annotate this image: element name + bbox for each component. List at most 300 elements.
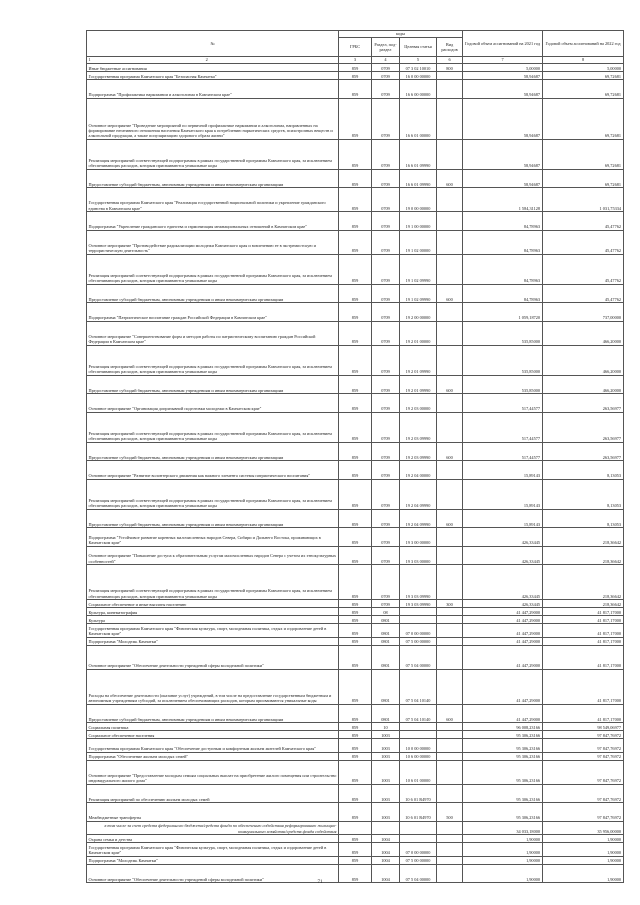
row-section: 10 bbox=[372, 723, 400, 731]
row-vol-2021: 41 447,29000 bbox=[463, 616, 543, 624]
row-vol-2022: 466,20000 bbox=[543, 345, 624, 375]
row-grbs: 859 bbox=[339, 412, 372, 442]
row-name: Подпрограмма "Устойчивое развитие коренных малочисленных народов Севера, Сибири и Дальнего Востока, проживающих в Камчатском крае" bbox=[87, 528, 339, 547]
row-section: 0709 bbox=[372, 442, 400, 461]
row-vol-2021: 426,33445 bbox=[463, 546, 543, 565]
table-row bbox=[87, 394, 624, 413]
table-row bbox=[87, 723, 624, 731]
header-grbs: ГРБС bbox=[339, 38, 372, 57]
row-name: в том числе за счет средств федерального бюджета/средств фонда по обеспечению содействия реформированию жилищно-коммунального хозяйства/средств фонда содействия bbox=[87, 821, 339, 835]
table-row bbox=[87, 752, 624, 760]
row-name: Основное мероприятие "Совершенствование форм и методов работы по патриотическому воспитанию граждан Российской Федерации в Камчатском крае" bbox=[87, 321, 339, 345]
table-row bbox=[87, 321, 624, 345]
row-expense-type bbox=[437, 843, 463, 857]
row-target: 19 2 03 09990 bbox=[400, 412, 437, 442]
column-number: 1 bbox=[88, 57, 91, 63]
row-expense-type: 600 bbox=[437, 169, 463, 188]
table-body bbox=[87, 64, 624, 883]
row-grbs: 859 bbox=[339, 321, 372, 345]
row-vol-2021: 41 447,29000 bbox=[463, 637, 543, 645]
table-row bbox=[87, 72, 624, 80]
row-name: Реализация мероприятий соответствующей подпрограммы в рамках государственной программы Камчатского края, за исключением обеспечивающих расходов, которым присваиваются уникальные коды bbox=[87, 565, 339, 600]
row-grbs: 859 bbox=[339, 637, 372, 645]
row-section: 0709 bbox=[372, 254, 400, 284]
table-row bbox=[87, 80, 624, 99]
row-vol-2021: 5,00000 bbox=[463, 64, 543, 72]
row-vol-2021: 95 306,23166 bbox=[463, 760, 543, 784]
row-section: 0709 bbox=[372, 188, 400, 212]
row-grbs: 859 bbox=[339, 565, 372, 600]
row-expense-type bbox=[437, 321, 463, 345]
row-target: 19 2 01 09990 bbox=[400, 345, 437, 375]
row-name: Основное мероприятие "Повышение доступа к образовательным услугам малочисленных народов Севера с учетом их этнокультурных особенностей" bbox=[87, 546, 339, 565]
row-target: 19 3 03 09990 bbox=[400, 565, 437, 600]
table-row bbox=[87, 835, 624, 843]
row-name: Реализация мероприятий соответствующей подпрограммы в рамках государственной программы Камчатского края, за исключением обеспечивающих расходов, которым присваиваются уникальные коды bbox=[87, 479, 339, 509]
row-name: Основное мероприятие "Противодействие радикализации молодежи Камчатского края и вовлечению ее в экстремистскую и террористическую деятельность" bbox=[87, 230, 339, 254]
row-grbs: 859 bbox=[339, 723, 372, 731]
row-vol-2022: 69,72681 bbox=[543, 139, 624, 169]
table-row bbox=[87, 600, 624, 608]
row-vol-2022: 1,90000 bbox=[543, 856, 624, 864]
row-name: Государственная программа Камчатского края "Безопасная Камчатка" bbox=[87, 72, 339, 80]
row-vol-2022: 5,00000 bbox=[543, 64, 624, 72]
row-section: 1003 bbox=[372, 784, 400, 803]
column-number: 3 bbox=[339, 57, 372, 64]
row-name: Социальное обеспечение населения bbox=[87, 731, 339, 739]
row-target: 07 5 04 10140 bbox=[400, 669, 437, 704]
row-vol-2021: 15,89143 bbox=[463, 479, 543, 509]
row-target: 19 3 00 00000 bbox=[400, 528, 437, 547]
row-target: 19 2 00 00000 bbox=[400, 303, 437, 322]
row-target: 07 5 04 00000 bbox=[400, 864, 437, 883]
row-vol-2021: 95 306,23166 bbox=[463, 731, 543, 739]
table-row bbox=[87, 188, 624, 212]
row-grbs: 859 bbox=[339, 864, 372, 883]
row-name: Межбюджетные трансферты bbox=[87, 803, 339, 822]
row-vol-2022: 97 847,76972 bbox=[543, 752, 624, 760]
row-section bbox=[372, 821, 400, 835]
row-expense-type bbox=[437, 303, 463, 322]
row-vol-2021: 84,78963 bbox=[463, 254, 543, 284]
row-section: 1004 bbox=[372, 843, 400, 857]
row-target: 16 0 00 00000 bbox=[400, 72, 437, 80]
row-section: 0709 bbox=[372, 509, 400, 528]
row-expense-type bbox=[437, 752, 463, 760]
row-grbs: 859 bbox=[339, 784, 372, 803]
row-section: 0709 bbox=[372, 412, 400, 442]
row-grbs bbox=[339, 821, 372, 835]
row-target: 19 2 03 09990 bbox=[400, 442, 437, 461]
table-row bbox=[87, 843, 624, 857]
header-vol-2022: Годовой объем ассигнований на 2022 год bbox=[543, 31, 624, 57]
row-target: 16 6 00 00000 bbox=[400, 80, 437, 99]
row-vol-2022: 97 847,76972 bbox=[543, 739, 624, 753]
row-expense-type bbox=[437, 835, 463, 843]
row-vol-2022: 466,20000 bbox=[543, 375, 624, 394]
column-number: 7 bbox=[463, 57, 543, 64]
row-grbs: 859 bbox=[339, 600, 372, 608]
row-target: 19 2 04 09990 bbox=[400, 479, 437, 509]
row-name: Подпрограмма "Обеспечение жильем молодых семей" bbox=[87, 752, 339, 760]
row-grbs: 859 bbox=[339, 230, 372, 254]
row-section: 1003 bbox=[372, 760, 400, 784]
row-expense-type bbox=[437, 98, 463, 139]
row-target: 10 6 01 R4970 bbox=[400, 784, 437, 803]
header-codes: коды bbox=[339, 31, 463, 38]
row-grbs: 859 bbox=[339, 375, 372, 394]
header-num: № bbox=[87, 31, 339, 57]
row-expense-type bbox=[437, 546, 463, 565]
row-expense-type bbox=[437, 72, 463, 80]
row-target: 19 1 02 09990 bbox=[400, 284, 437, 303]
row-name: Основное мероприятие "Обеспечение деятельности учреждений сферы молодежной политики" bbox=[87, 864, 339, 883]
row-target: 19 2 04 00000 bbox=[400, 461, 437, 480]
column-numbers-row bbox=[87, 57, 624, 64]
row-section: 0801 bbox=[372, 704, 400, 723]
row-vol-2021: 58,94687 bbox=[463, 80, 543, 99]
budget-table-page bbox=[86, 30, 623, 883]
row-grbs: 859 bbox=[339, 731, 372, 739]
row-vol-2021: 58,94687 bbox=[463, 72, 543, 80]
row-section: 0709 bbox=[372, 139, 400, 169]
row-vol-2022: 41 817,17000 bbox=[543, 704, 624, 723]
column-number: 5 bbox=[400, 57, 437, 64]
row-vol-2021: 535,85000 bbox=[463, 321, 543, 345]
row-expense-type bbox=[437, 821, 463, 835]
row-section: 1004 bbox=[372, 835, 400, 843]
row-vol-2022: 41 817,17000 bbox=[543, 608, 624, 616]
row-vol-2022: 263,56977 bbox=[543, 394, 624, 413]
row-name: Основное мероприятие "Проведение мероприятий по первичной профилактике наркомании и алкоголизма, направленных на формирование негативного отношения населения Камчатского края к потреблению наркотических средств, психотропных веществ и алкогольной продукции, а также популяризацию здорового образа жизни" bbox=[87, 98, 339, 139]
row-vol-2022: 69,72681 bbox=[543, 98, 624, 139]
row-grbs: 859 bbox=[339, 303, 372, 322]
row-target: 19 2 03 00000 bbox=[400, 394, 437, 413]
table-row bbox=[87, 637, 624, 645]
row-section: 0709 bbox=[372, 565, 400, 600]
row-expense-type: 600 bbox=[437, 509, 463, 528]
row-vol-2021: 1,90000 bbox=[463, 864, 543, 883]
page-number: 71 bbox=[317, 880, 323, 885]
row-name: Подпрограмма "Профилактика наркомании и алкоголизма в Камчатском крае" bbox=[87, 80, 339, 99]
row-vol-2022: 69,72681 bbox=[543, 169, 624, 188]
row-vol-2021: 34 033,18000 bbox=[463, 821, 543, 835]
column-number: 6 bbox=[437, 57, 463, 64]
row-grbs: 859 bbox=[339, 616, 372, 624]
row-grbs: 859 bbox=[339, 760, 372, 784]
row-name: Предоставление субсидий бюджетным, автономным учреждениям и иным некоммерческим организациям bbox=[87, 442, 339, 461]
row-vol-2021: 41 447,29000 bbox=[463, 608, 543, 616]
row-section: 0709 bbox=[372, 546, 400, 565]
row-section: 0709 bbox=[372, 394, 400, 413]
row-name: Основное мероприятие "Организация допризывной подготовки молодежи в Камчатском крае" bbox=[87, 394, 339, 413]
row-grbs: 859 bbox=[339, 479, 372, 509]
table-row bbox=[87, 303, 624, 322]
row-expense-type bbox=[437, 637, 463, 645]
row-grbs: 859 bbox=[339, 752, 372, 760]
row-expense-type bbox=[437, 739, 463, 753]
row-vol-2022: 41 817,17000 bbox=[543, 616, 624, 624]
table-row bbox=[87, 624, 624, 638]
column-number-cell bbox=[87, 57, 339, 64]
row-vol-2022: 218,36642 bbox=[543, 546, 624, 565]
row-grbs: 859 bbox=[339, 835, 372, 843]
row-vol-2021: 41 447,29000 bbox=[463, 624, 543, 638]
row-section: 0709 bbox=[372, 98, 400, 139]
table-row bbox=[87, 546, 624, 565]
row-vol-2021: 1 059,18720 bbox=[463, 303, 543, 322]
row-target: 19 3 03 00000 bbox=[400, 546, 437, 565]
table-row bbox=[87, 616, 624, 624]
row-grbs: 859 bbox=[339, 139, 372, 169]
row-vol-2021: 15,89143 bbox=[463, 509, 543, 528]
row-vol-2022: 41 817,17000 bbox=[543, 645, 624, 669]
row-vol-2022: 98 549,06977 bbox=[543, 723, 624, 731]
row-target bbox=[400, 821, 437, 835]
row-name: Основное мероприятие "Развитие волонтерского движения как важного элемента системы патриотического воспитания" bbox=[87, 461, 339, 480]
row-vol-2022: 69,72681 bbox=[543, 72, 624, 80]
row-section: 0709 bbox=[372, 64, 400, 72]
row-expense-type: 600 bbox=[437, 284, 463, 303]
row-grbs: 859 bbox=[339, 803, 372, 822]
row-vol-2022: 8,13053 bbox=[543, 479, 624, 509]
row-name: Реализация мероприятий соответствующей подпрограммы в рамках государственной программы Камчатского края, за исключением обеспечивающих расходов, которым присваиваются уникальные коды bbox=[87, 412, 339, 442]
row-expense-type bbox=[437, 624, 463, 638]
table-row bbox=[87, 760, 624, 784]
row-vol-2021: 517,44577 bbox=[463, 394, 543, 413]
row-expense-type: 600 bbox=[437, 375, 463, 394]
row-grbs: 859 bbox=[339, 461, 372, 480]
table-row bbox=[87, 608, 624, 616]
table-row bbox=[87, 254, 624, 284]
row-vol-2021: 96 008,23166 bbox=[463, 723, 543, 731]
row-section: 1003 bbox=[372, 752, 400, 760]
row-section: 0709 bbox=[372, 169, 400, 188]
row-vol-2022: 41 817,17000 bbox=[543, 637, 624, 645]
row-vol-2021: 58,94687 bbox=[463, 98, 543, 139]
row-grbs: 859 bbox=[339, 843, 372, 857]
budget-table bbox=[86, 30, 624, 883]
row-section: 0709 bbox=[372, 321, 400, 345]
row-target: 10 6 01 00000 bbox=[400, 760, 437, 784]
column-number: 4 bbox=[372, 57, 400, 64]
table-row bbox=[87, 98, 624, 139]
row-target: 07 0 00 00000 bbox=[400, 624, 437, 638]
row-grbs: 859 bbox=[339, 442, 372, 461]
row-name: Культура, кинематография bbox=[87, 608, 339, 616]
row-grbs: 859 bbox=[339, 64, 372, 72]
table-row bbox=[87, 784, 624, 803]
row-target: 19 2 04 09990 bbox=[400, 509, 437, 528]
row-vol-2021: 95 306,23166 bbox=[463, 752, 543, 760]
row-grbs: 859 bbox=[339, 284, 372, 303]
table-row bbox=[87, 212, 624, 231]
row-vol-2022: 1,90000 bbox=[543, 864, 624, 883]
row-expense-type bbox=[437, 412, 463, 442]
row-name: Реализация мероприятий соответствующей подпрограммы в рамках государственной программы Камчатского края, за исключением обеспечивающих расходов, которым присваиваются уникальные коды bbox=[87, 345, 339, 375]
table-row bbox=[87, 479, 624, 509]
table-row bbox=[87, 645, 624, 669]
row-expense-type bbox=[437, 723, 463, 731]
row-name: Иные бюджетные ассигнования bbox=[87, 64, 339, 72]
row-name: Социальное обеспечение и иные выплаты населению bbox=[87, 600, 339, 608]
row-section: 0709 bbox=[372, 375, 400, 394]
row-section: 0709 bbox=[372, 303, 400, 322]
row-vol-2022: 1,90000 bbox=[543, 835, 624, 843]
row-vol-2022: 263,56977 bbox=[543, 412, 624, 442]
row-expense-type bbox=[437, 528, 463, 547]
row-target: 07 5 00 00000 bbox=[400, 637, 437, 645]
row-grbs: 859 bbox=[339, 72, 372, 80]
row-vol-2021: 535,85000 bbox=[463, 345, 543, 375]
row-target: 19 2 01 00000 bbox=[400, 321, 437, 345]
row-section: 0801 bbox=[372, 669, 400, 704]
row-target: 07 5 00 00000 bbox=[400, 856, 437, 864]
row-name: Социальная политика bbox=[87, 723, 339, 731]
row-target bbox=[400, 835, 437, 843]
row-expense-type bbox=[437, 645, 463, 669]
row-expense-type: 600 bbox=[437, 704, 463, 723]
row-vol-2022: 466,20000 bbox=[543, 321, 624, 345]
row-grbs: 859 bbox=[339, 394, 372, 413]
row-section: 1003 bbox=[372, 731, 400, 739]
row-vol-2022: 35 956,00000 bbox=[543, 821, 624, 835]
table-row bbox=[87, 803, 624, 822]
row-name: Реализация мероприятий по обеспечению жильем молодых семей bbox=[87, 784, 339, 803]
row-name: Реализация мероприятий соответствующей подпрограммы в рамках государственной программы Камчатского края, за исключением обеспечивающих расходов, которым присваиваются уникальные коды bbox=[87, 254, 339, 284]
row-section: 0709 bbox=[372, 461, 400, 480]
row-vol-2022: 1 031,75334 bbox=[543, 188, 624, 212]
row-name: Подпрограмма "Патриотическое воспитание граждан Российской Федерации в Камчатском крае" bbox=[87, 303, 339, 322]
row-vol-2021: 41 447,29000 bbox=[463, 669, 543, 704]
row-grbs: 859 bbox=[339, 856, 372, 864]
row-grbs: 859 bbox=[339, 212, 372, 231]
row-vol-2021: 426,33445 bbox=[463, 565, 543, 600]
row-vol-2022: 45,47762 bbox=[543, 284, 624, 303]
row-name: Предоставление субсидий бюджетным, автономным учреждениям и иным некоммерческим организациям bbox=[87, 284, 339, 303]
row-grbs: 859 bbox=[339, 188, 372, 212]
row-target bbox=[400, 723, 437, 731]
row-name: Подпрограмма "Молодежь Камчатки" bbox=[87, 637, 339, 645]
row-target: 19 2 01 09990 bbox=[400, 375, 437, 394]
row-expense-type: 800 bbox=[437, 64, 463, 72]
table-row bbox=[87, 284, 624, 303]
row-name: Подпрограмма "Укрепление гражданского единства и гармонизация межнациональных отношений в Камчатском крае" bbox=[87, 212, 339, 231]
row-name: Государственная программа Камчатского края "Физическая культура, спорт, молодежная политика, отдых и оздоровление детей в Камчатском крае" bbox=[87, 843, 339, 857]
table-row bbox=[87, 669, 624, 704]
row-expense-type bbox=[437, 188, 463, 212]
row-grbs: 859 bbox=[339, 546, 372, 565]
row-section: 0709 bbox=[372, 72, 400, 80]
table-row bbox=[87, 731, 624, 739]
row-grbs: 859 bbox=[339, 528, 372, 547]
row-expense-type bbox=[437, 461, 463, 480]
row-target: 10 0 00 00000 bbox=[400, 739, 437, 753]
row-vol-2022: 97 847,76972 bbox=[543, 731, 624, 739]
row-expense-type bbox=[437, 760, 463, 784]
row-section: 0709 bbox=[372, 212, 400, 231]
row-target: 19 1 00 00000 bbox=[400, 212, 437, 231]
row-grbs: 859 bbox=[339, 169, 372, 188]
row-vol-2022: 97 847,76972 bbox=[543, 760, 624, 784]
row-expense-type bbox=[437, 784, 463, 803]
row-expense-type bbox=[437, 230, 463, 254]
row-name: Основное мероприятие "Обеспечение деятельности учреждений сферы молодежной политики" bbox=[87, 645, 339, 669]
row-vol-2021: 426,33445 bbox=[463, 600, 543, 608]
row-name: Государственная программа Камчатского края "Обеспечение доступным и комфортным жильем жителей Камчатского края" bbox=[87, 739, 339, 753]
row-name: Расходы на обеспечение деятельности (оказание услуг) учреждений, в том числе на предоставление государственным бюджетным и автономным учреждениям субсидий, за исключением обеспечивающих расходов, которым присваиваются уникальные коды bbox=[87, 669, 339, 704]
row-section: 0709 bbox=[372, 479, 400, 509]
row-vol-2021: 95 306,23166 bbox=[463, 803, 543, 822]
row-section: 0709 bbox=[372, 528, 400, 547]
row-vol-2021: 58,94687 bbox=[463, 139, 543, 169]
row-target: 19 0 00 00000 bbox=[400, 188, 437, 212]
row-vol-2021: 58,94687 bbox=[463, 169, 543, 188]
row-target: 07 0 00 00000 bbox=[400, 843, 437, 857]
row-target: 07 5 04 10140 bbox=[400, 704, 437, 723]
row-section: 0801 bbox=[372, 645, 400, 669]
row-name: Предоставление субсидий бюджетным, автономным учреждениям и иным некоммерческим организациям bbox=[87, 169, 339, 188]
row-vol-2022: 263,56977 bbox=[543, 442, 624, 461]
row-target: 19 1 02 00000 bbox=[400, 230, 437, 254]
header-target: Целевая статья bbox=[400, 38, 437, 57]
table-row bbox=[87, 139, 624, 169]
row-section: 0709 bbox=[372, 345, 400, 375]
row-section: 08 bbox=[372, 608, 400, 616]
row-expense-type: 300 bbox=[437, 600, 463, 608]
row-vol-2021: 95 306,23166 bbox=[463, 739, 543, 753]
row-expense-type bbox=[437, 616, 463, 624]
row-name: Основное мероприятие "Предоставление молодым семьям социальных выплат на приобретение жилого помещения или строительство индивидуального жилого дома" bbox=[87, 760, 339, 784]
row-target: 07 3 02 10010 bbox=[400, 64, 437, 72]
row-vol-2021: 1,90000 bbox=[463, 856, 543, 864]
header-section: Раздел, под-раздел bbox=[372, 38, 400, 57]
row-vol-2021: 426,33445 bbox=[463, 528, 543, 547]
row-vol-2022: 97 847,76972 bbox=[543, 784, 624, 803]
row-expense-type bbox=[437, 856, 463, 864]
row-name: Предоставление субсидий бюджетным, автономным учреждениям и иным некоммерческим организациям bbox=[87, 704, 339, 723]
table-row bbox=[87, 64, 624, 72]
table-row bbox=[87, 704, 624, 723]
row-vol-2021: 535,85000 bbox=[463, 375, 543, 394]
row-expense-type: 500 bbox=[437, 803, 463, 822]
row-target bbox=[400, 608, 437, 616]
row-vol-2022: 8,13053 bbox=[543, 461, 624, 480]
row-section: 1003 bbox=[372, 803, 400, 822]
row-target: 19 3 03 09990 bbox=[400, 600, 437, 608]
row-grbs: 859 bbox=[339, 509, 372, 528]
row-grbs: 859 bbox=[339, 645, 372, 669]
row-vol-2022: 218,36642 bbox=[543, 565, 624, 600]
row-target: 10 6 01 R4970 bbox=[400, 803, 437, 822]
row-vol-2021: 41 447,29000 bbox=[463, 645, 543, 669]
table-row bbox=[87, 169, 624, 188]
row-grbs: 859 bbox=[339, 704, 372, 723]
row-target bbox=[400, 616, 437, 624]
table-row bbox=[87, 345, 624, 375]
row-target: 07 5 04 00000 bbox=[400, 645, 437, 669]
row-target: 16 6 01 09990 bbox=[400, 169, 437, 188]
row-vol-2022: 45,47762 bbox=[543, 212, 624, 231]
row-expense-type bbox=[437, 608, 463, 616]
row-target: 19 1 02 09990 bbox=[400, 254, 437, 284]
row-grbs: 859 bbox=[339, 80, 372, 99]
table-row bbox=[87, 375, 624, 394]
row-name: Государственная программа Камчатского края "Реализация государственной национальной политики и укрепление гражданского единства в Камчатском крае" bbox=[87, 188, 339, 212]
row-name: Реализация мероприятий соответствующей подпрограммы в рамках государственной программы Камчатского края, за исключением обеспечивающих расходов, которым присваиваются уникальные коды bbox=[87, 139, 339, 169]
row-vol-2021: 95 306,23166 bbox=[463, 784, 543, 803]
row-grbs: 859 bbox=[339, 254, 372, 284]
